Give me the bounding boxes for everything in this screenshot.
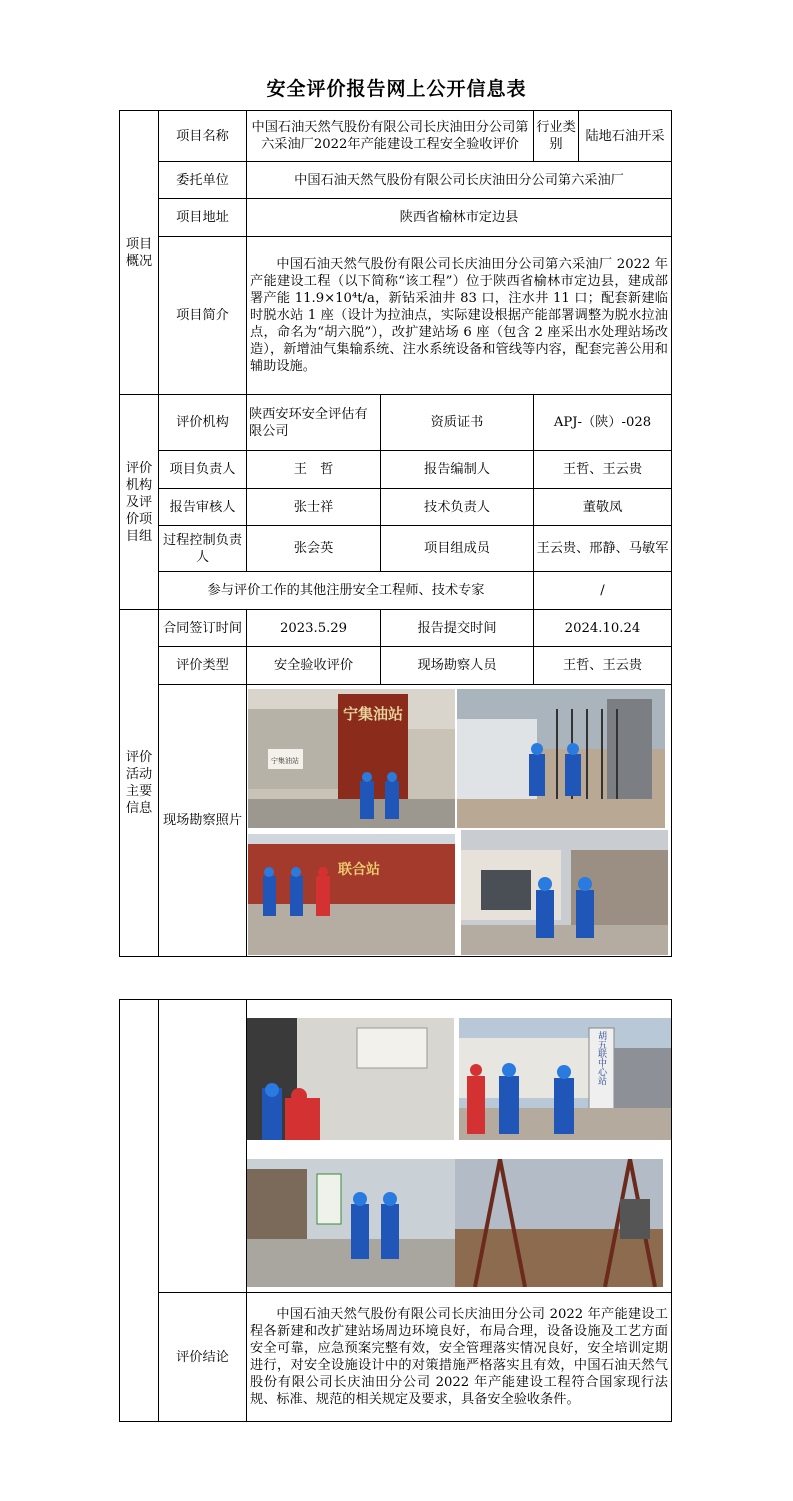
photos-label: 现场勘察照片 bbox=[159, 685, 247, 957]
cert-value: APJ-（陕）-028 bbox=[534, 395, 672, 451]
org-value: 陕西安环安全评估有限公司 bbox=[247, 395, 381, 451]
contract-value: 2023.5.29 bbox=[247, 610, 381, 647]
address-value: 陕西省榆林市定边县 bbox=[247, 199, 672, 237]
members-label: 项目组成员 bbox=[381, 526, 534, 572]
eval-type-label: 评价类型 bbox=[159, 647, 247, 685]
site-photo bbox=[247, 1159, 455, 1287]
conclusion-value: 中国石油天然气股份有限公司长庆油田分公司 2022 年产能建设工程各新建和改扩建站场周边环境良好，布局合理，设备设施及工艺方面安全可靠，应急预案完整有效，安全管理落实情况良好，安全培训定期进行，对安全设施设计中的对策措施严格落实且有效，中国石油天然气股份有限公司长庆油田分公司 2022 年产能建设工程符合国家现行法规、标准、规范的相关规定及要求，具备安全验收条件。 bbox=[247, 1293, 672, 1422]
client-label: 委托单位 bbox=[159, 162, 247, 199]
industry-label: 行业类别 bbox=[534, 111, 579, 162]
site-photo bbox=[457, 689, 665, 828]
experts-value: / bbox=[534, 572, 672, 610]
writer-label: 报告编制人 bbox=[381, 451, 534, 489]
site-photo bbox=[248, 834, 455, 955]
activity-section-label: 评价活动主要信息 bbox=[120, 610, 159, 957]
tech-label: 技术负责人 bbox=[381, 489, 534, 526]
tech-value: 董敬凤 bbox=[534, 489, 672, 526]
activity-section-continued bbox=[120, 1000, 159, 1422]
cert-label: 资质证书 bbox=[381, 395, 534, 451]
reviewer-label: 报告审核人 bbox=[159, 489, 247, 526]
svg-text:联合站: 联合站 bbox=[338, 861, 380, 878]
members-value: 王云贵、邢静、马敏军 bbox=[534, 526, 672, 572]
leader-label: 项目负责人 bbox=[159, 451, 247, 489]
org-label: 评价机构 bbox=[159, 395, 247, 451]
project-name-value: 中国石油天然气股份有限公司长庆油田分公司第六采油厂2022年产能建设工程安全验收评价 bbox=[247, 111, 534, 162]
intro-label: 项目简介 bbox=[159, 237, 247, 395]
svg-text:宁集油站: 宁集油站 bbox=[271, 756, 299, 765]
process-label: 过程控制负责人 bbox=[159, 526, 247, 572]
svg-text:宁集油站: 宁集油站 bbox=[342, 704, 404, 723]
svg-text:胡五联中心站: 胡五联中心站 bbox=[596, 1030, 606, 1085]
address-label: 项目地址 bbox=[159, 199, 247, 237]
site-photo bbox=[248, 689, 455, 828]
site-photo bbox=[459, 1018, 671, 1140]
contract-label: 合同签订时间 bbox=[159, 610, 247, 647]
site-photos-grid-1 bbox=[247, 687, 671, 955]
site-photo bbox=[247, 1018, 454, 1140]
info-table-page-1 bbox=[119, 110, 672, 957]
writer-value: 王哲、王云贵 bbox=[534, 451, 672, 489]
survey-label: 现场勘察人员 bbox=[381, 647, 534, 685]
overview-section-label: 项目概况 bbox=[120, 111, 159, 395]
site-photo bbox=[461, 830, 668, 955]
intro-value: 中国石油天然气股份有限公司长庆油田分公司第六采油厂 2022 年产能建设工程（以下简称“该工程”）位于陕西省榆林市定边县，建成部署产能 11.9×10⁴t/a，新钻采油井 83 口，注水井 11 口；配套新建临时脱水站 1 座（设计为拉油点，实际建设根据产能部署调整为脱水拉油点，命名为“胡六脱”），改扩建站场 6 座（包含 2 座采出水处理站场改造），新增油气集输系统、注水系统设备和管线等内容，配套完善公用和辅助设施。 bbox=[247, 237, 672, 395]
industry-value: 陆地石油开采 bbox=[579, 111, 672, 162]
survey-value: 王哲、王云贵 bbox=[534, 647, 672, 685]
team-section-label: 评价机构及评价项目组 bbox=[120, 395, 159, 610]
eval-type-value: 安全验收评价 bbox=[247, 647, 381, 685]
info-table-page-2 bbox=[119, 999, 672, 1422]
photos-label-continued bbox=[159, 1000, 247, 1293]
reviewer-value: 张士祥 bbox=[247, 489, 381, 526]
submit-value: 2024.10.24 bbox=[534, 610, 672, 647]
project-name-label: 项目名称 bbox=[159, 111, 247, 162]
submit-label: 报告提交时间 bbox=[381, 610, 534, 647]
conclusion-label: 评价结论 bbox=[159, 1293, 247, 1422]
leader-value: 王 哲 bbox=[247, 451, 381, 489]
process-value: 张会英 bbox=[247, 526, 381, 572]
site-photo bbox=[455, 1159, 663, 1287]
site-photos-grid-2 bbox=[247, 1004, 671, 1289]
client-value: 中国石油天然气股份有限公司长庆油田分公司第六采油厂 bbox=[247, 162, 672, 199]
experts-label: 参与评价工作的其他注册安全工程师、技术专家 bbox=[159, 572, 534, 610]
page-title: 安全评价报告网上公开信息表 bbox=[266, 78, 527, 100]
